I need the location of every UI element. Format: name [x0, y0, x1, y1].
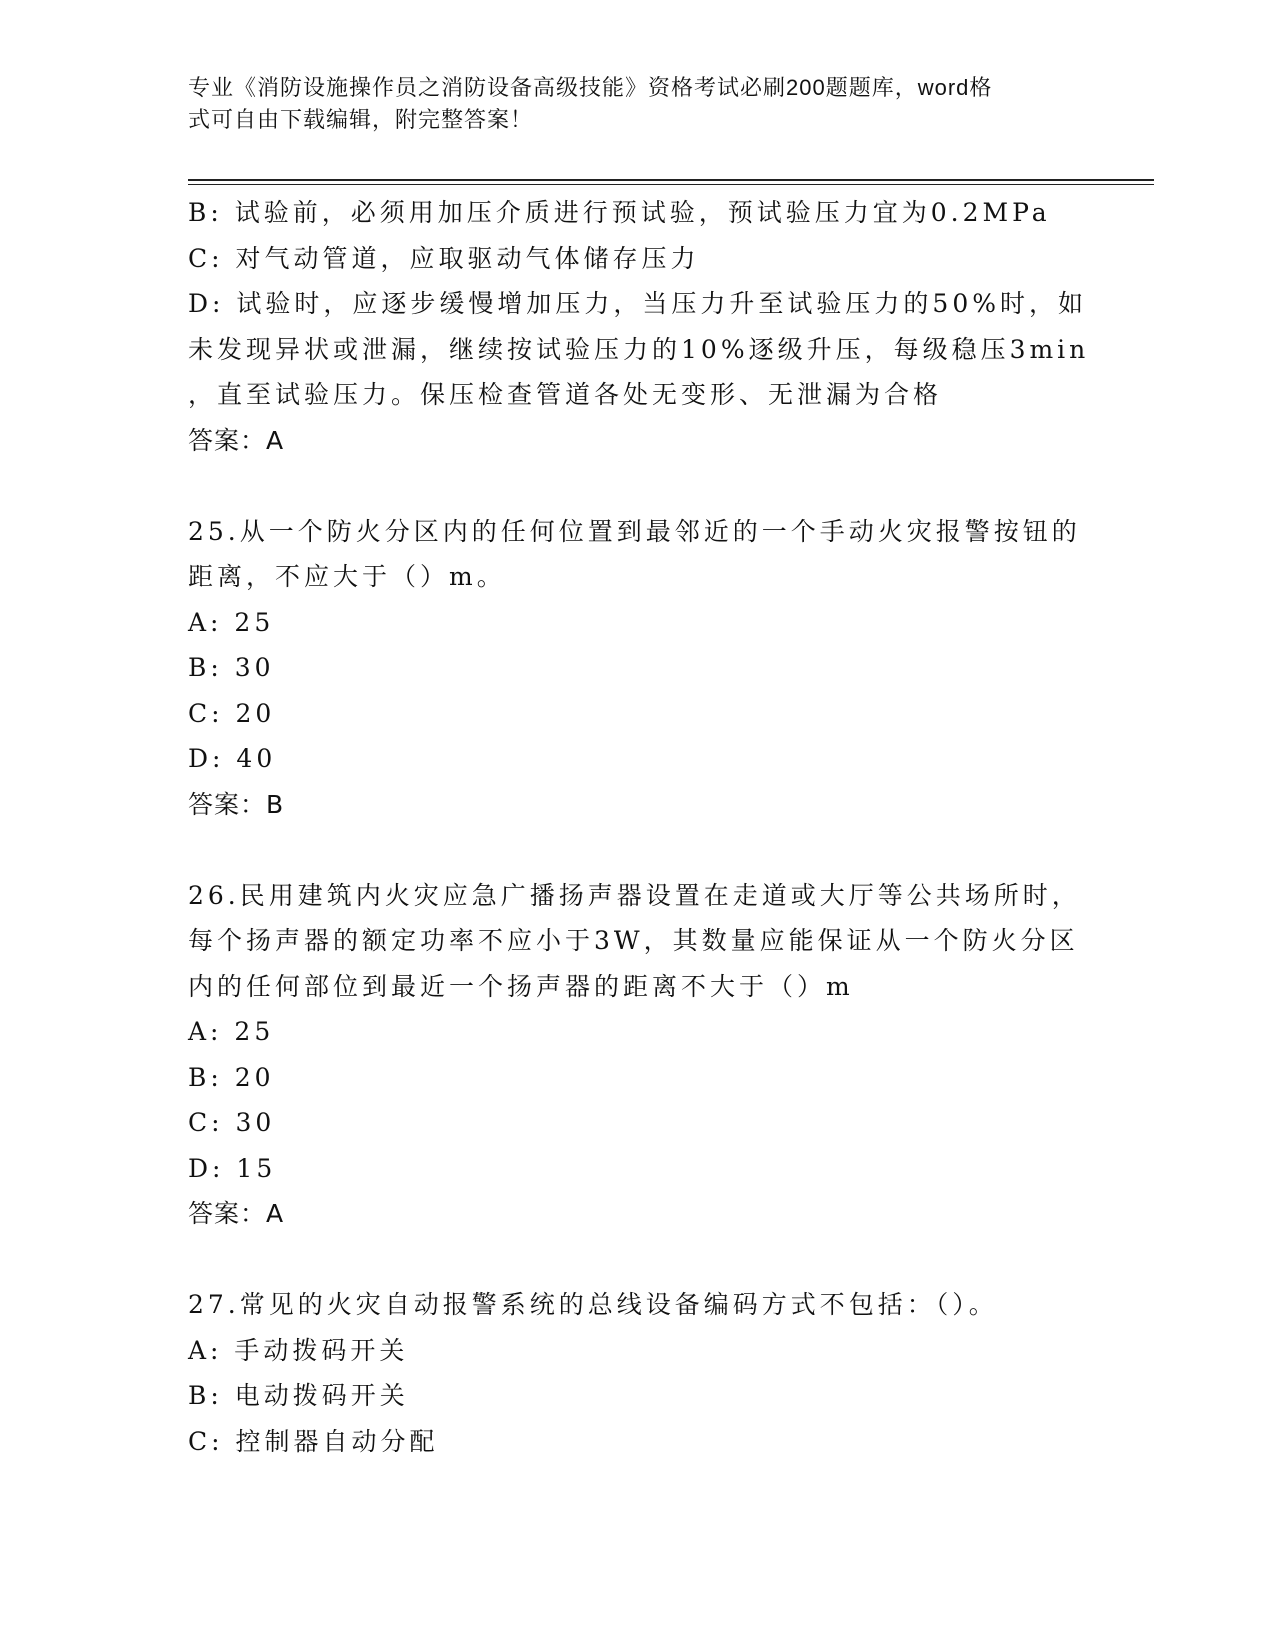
- question-stem-line-2: 每个扬声器的额定功率不应小于3W，其数量应能保证从一个防火分区: [188, 926, 1079, 955]
- question-stem-line-1: 26.民用建筑内火灾应急广播扬声器设置在走道或大厅等公共场所时，: [188, 880, 1081, 910]
- header-line-2: 式可自由下载编辑，附完整答案！: [188, 107, 534, 132]
- question-25: [188, 509, 1088, 828]
- option-b: B: 试验前，必须用加压介质进行预试验，预试验压力宜为0.2MPa: [188, 198, 1051, 227]
- header-divider-thin: [188, 184, 1154, 185]
- option-c: C: 控制器自动分配: [188, 1426, 439, 1456]
- answer: 答案：B: [188, 789, 285, 819]
- question-27: [188, 1282, 1088, 1464]
- header-line-1: 专业《消防设施操作员之消防设备高级技能》资格考试必刷200题题库，word格: [188, 75, 993, 100]
- option-d: D: 15: [188, 1153, 277, 1183]
- option-d: D: 40: [188, 744, 277, 773]
- question-content: [188, 190, 1088, 1464]
- option-b: B: 30: [188, 653, 275, 682]
- question-24-continued: [188, 190, 1088, 463]
- option-d-line-2: 未发现异状或泄漏，继续按试验压力的10%逐级升压，每级稳压3min: [188, 334, 1090, 364]
- spacer: [188, 1237, 1088, 1283]
- answer: 答案：A: [188, 425, 285, 455]
- option-a: A: 25: [188, 607, 275, 637]
- option-c: C: 对气动管道，应取驱动气体储存压力: [188, 243, 700, 273]
- option-c: C: 30: [188, 1108, 276, 1137]
- question-stem-line-1: 27.常见的火灾自动报警系统的总线设备编码方式不包括：（）。: [188, 1290, 998, 1319]
- option-a: A: 25: [188, 1017, 275, 1046]
- question-stem-line-3: 内的任何部位到最近一个扬声器的距离不大于（）m: [188, 971, 854, 1001]
- option-b: B: 20: [188, 1062, 275, 1092]
- spacer: [188, 827, 1088, 873]
- question-stem-line-2: 距离，不应大于（）m。: [188, 562, 506, 591]
- option-b: B: 电动拨码开关: [188, 1381, 409, 1410]
- question-26: [188, 873, 1088, 1237]
- option-c: C: 20: [188, 698, 276, 728]
- header-divider-thick: [188, 179, 1154, 181]
- document-header: [188, 72, 1068, 136]
- option-d-line-1: D: 试验时，应逐步缓慢增加压力，当压力升至试验压力的50%时，如: [188, 289, 1087, 318]
- answer: 答案：A: [188, 1199, 285, 1228]
- spacer: [188, 463, 1088, 509]
- option-d-line-3: ，直至试验压力。保压检查管道各处无变形、无泄漏为合格: [188, 380, 943, 409]
- option-a: A: 手动拨码开关: [188, 1335, 409, 1365]
- question-stem-line-1: 25.从一个防火分区内的任何位置到最邻近的一个手动火灾报警按钮的: [188, 516, 1081, 546]
